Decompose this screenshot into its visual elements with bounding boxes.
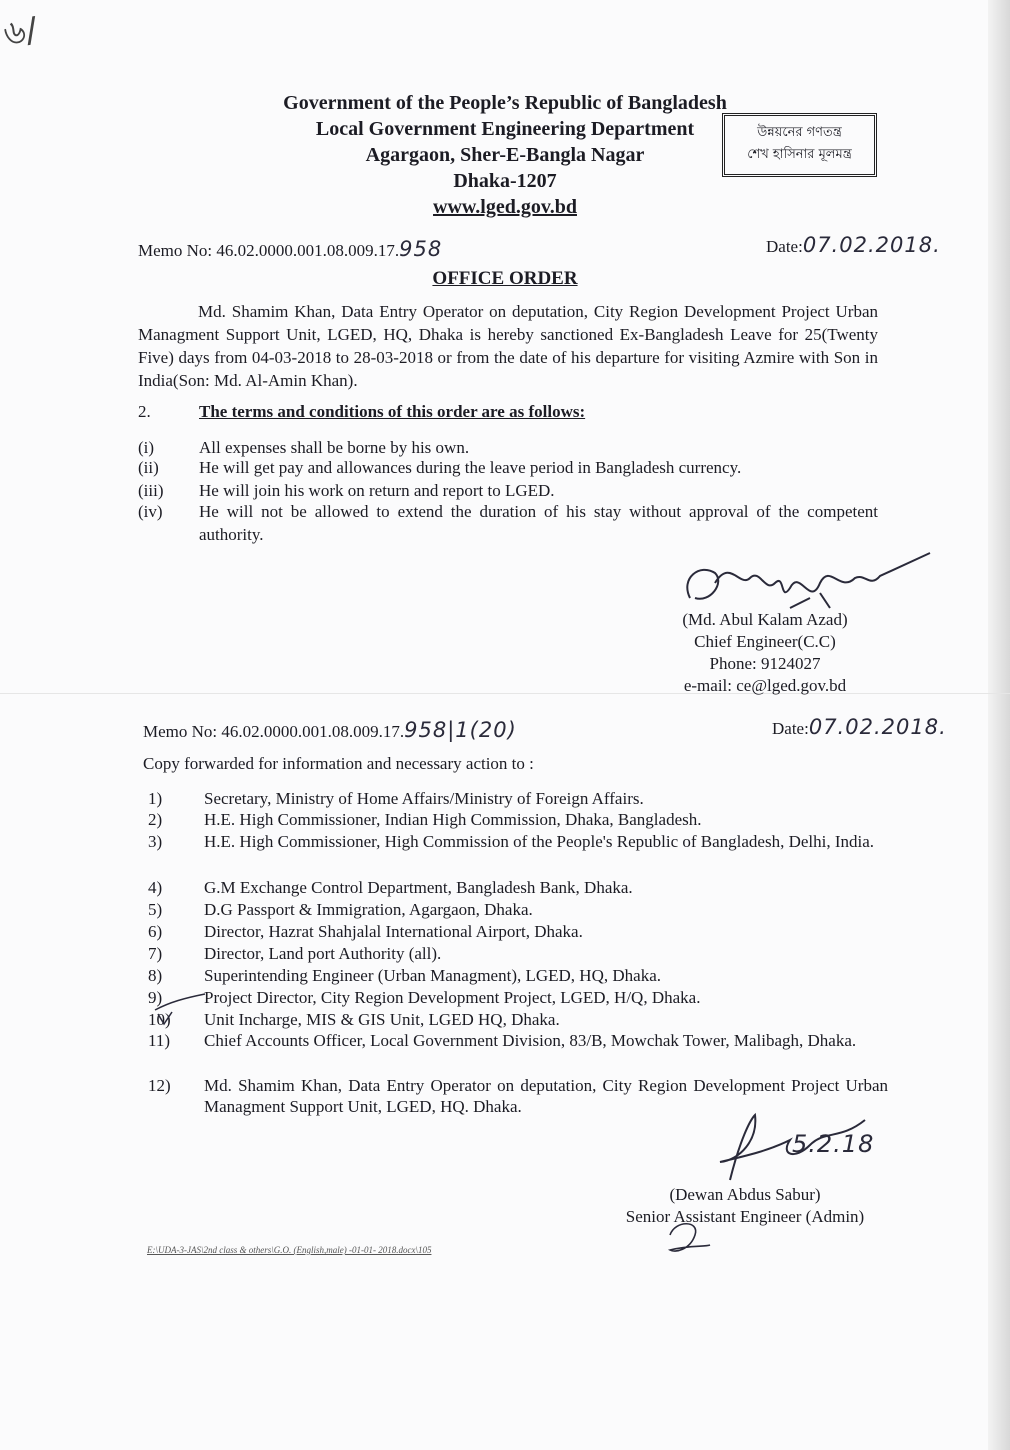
item-text: H.E. High Commissioner, High Commission of the People's Republic of Bangladesh, Delhi, India.: [204, 832, 875, 851]
signatory-phone: Phone: 9124027: [709, 654, 821, 673]
term-text: He will not be allowed to extend the duration of his stay without approval of the competent authority.: [199, 502, 878, 544]
signatory-designation: Chief Engineer(C.C): [694, 632, 836, 651]
list-item: [138, 965, 888, 986]
signatory-email: e-mail: ce@lged.gov.bd: [683, 676, 847, 695]
file-path-footer: E:\UDA-3-JAS\2nd class & others\G.O. (English,male) -01-01- 2018.docx\105: [147, 1245, 432, 1255]
list-item: [138, 877, 888, 898]
header-website-link[interactable]: www.lged.gov.bd: [433, 196, 577, 218]
term-number: (iii): [138, 481, 164, 500]
header-city: Dhaka-1207: [453, 170, 557, 192]
order-body: Md. Shamim Khan, Data Entry Operator on deputation, City Region Development Project Urban Managment Support Unit, LGED, HQ, Dhaka is hereby sanctioned Ex-Bangladesh Leave for 25(Twenty Five) days from 04-03-2018 to 28-03-2018 or from the date of his departure for visiting Azmire with Son in India(Son: Md. Al-Amin Khan).: [138, 302, 878, 390]
list-item: [138, 1030, 888, 1051]
memo-number-1: [138, 237, 442, 261]
handwritten-date: 07.02.2018.: [808, 715, 947, 739]
signatory-block-2: [600, 1184, 890, 1228]
office-order-title: OFFICE ORDER: [432, 268, 578, 289]
list-item: [138, 831, 888, 852]
date-label: Date:: [766, 237, 803, 256]
section-number: 2.: [138, 402, 151, 421]
item-text: Chief Accounts Officer, Local Government Division, 83/B, Mowchak Tower, Malibagh, Dhaka.: [204, 1031, 857, 1050]
handwritten-date: 07.02.2018.: [802, 233, 941, 257]
list-item: [138, 899, 888, 920]
item-number: 4): [148, 878, 163, 897]
list-item: [138, 788, 888, 809]
corner-page-mark: ৬/: [1, 9, 40, 55]
list-item: [138, 921, 888, 942]
signatory-name: (Md. Abul Kalam Azad): [682, 610, 848, 629]
term-item: [138, 500, 878, 546]
header-address: Agargaon, Sher-E-Bangla Nagar: [365, 144, 645, 166]
item-number: 6): [148, 922, 163, 941]
list-item: [138, 809, 888, 830]
item-number: 1): [148, 789, 163, 808]
item-number: 3): [148, 832, 163, 851]
slogan-line-1: উন্নয়নের গণতন্ত্র: [757, 125, 842, 140]
memo-label: Memo No: 46.02.0000.001.08.009.17.: [143, 722, 405, 741]
list-item: [138, 943, 888, 964]
list-item: [138, 987, 888, 1008]
item-text: D.G Passport & Immigration, Agargaon, Dhaka.: [204, 900, 533, 919]
handwritten-memo-number: 958: [399, 237, 443, 261]
item-number: 2): [148, 810, 163, 829]
item-text: H.E. High Commissioner, Indian High Commission, Dhaka, Bangladesh.: [204, 810, 702, 829]
item-text: Md. Shamim Khan, Data Entry Operator on deputation, City Region Development Project Urban Managment Support Unit, LGED, HQ. Dhaka.: [204, 1076, 888, 1116]
slogan-box: [722, 113, 877, 177]
signatory-designation: Senior Assistant Engineer (Admin): [625, 1207, 865, 1226]
memo-number-2: [143, 718, 517, 742]
term-number: (i): [138, 438, 155, 457]
section-heading: The terms and conditions of this order are as follows:: [199, 402, 586, 421]
slogan-line-2: শেখ হাসিনার মূলমন্ত্র: [747, 147, 852, 162]
item-text: G.M Exchange Control Department, Bangladesh Bank, Dhaka.: [204, 878, 633, 897]
item-text: Director, Land port Authority (all).: [204, 944, 442, 963]
header-department: Local Government Engineering Department: [315, 118, 695, 140]
memo-label: Memo No: 46.02.0000.001.08.009.17.: [138, 241, 400, 260]
list-item: [138, 1009, 888, 1030]
letterhead: [200, 90, 810, 220]
item-number: 5): [148, 900, 163, 919]
header-government: Government of the People’s Republic of Bangladesh: [283, 92, 727, 114]
item-number: 11): [148, 1031, 171, 1050]
item-number: 12): [148, 1076, 171, 1095]
memo-date-2: [772, 715, 947, 739]
item-number: 7): [148, 944, 163, 963]
term-item: [138, 479, 878, 502]
handwritten-signature-date: 5.2.18: [792, 1130, 875, 1158]
handwritten-initial-mark: [660, 1215, 720, 1260]
item-text: Superintending Engineer (Urban Managment), LGED, HQ, Dhaka.: [204, 966, 661, 985]
term-number: (iv): [138, 502, 163, 521]
term-item: [138, 456, 878, 479]
date-label: Date:: [772, 719, 809, 738]
item-text: Director, Hazrat Shahjalal International Airport, Dhaka.: [204, 922, 583, 941]
scan-edge: [988, 0, 1010, 1450]
term-text: All expenses shall be borne by his own.: [199, 438, 470, 457]
signatory-block-1: [640, 609, 890, 697]
term-text: He will get pay and allowances during the leave period in Bangladesh currency.: [199, 458, 742, 477]
item-number: 9): [148, 988, 163, 1007]
term-text: He will join his work on return and report to LGED.: [199, 481, 555, 500]
handwritten-memo-number: 958|1(20): [404, 718, 517, 742]
handwritten-tick-marks: [150, 990, 210, 1030]
copy-forwarded-intro: Copy forwarded for information and necessary action to :: [143, 754, 534, 773]
item-number: 8): [148, 966, 163, 985]
item-text: Secretary, Ministry of Home Affairs/Ministry of Foreign Affairs.: [204, 789, 644, 808]
memo-date-1: [766, 233, 941, 257]
term-number: (ii): [138, 458, 159, 477]
signatory-name: (Dewan Abdus Sabur): [669, 1185, 821, 1204]
item-number: 10): [148, 1010, 171, 1029]
item-text: Unit Incharge, MIS & GIS Unit, LGED HQ, Dhaka.: [204, 1010, 560, 1029]
item-text: Project Director, City Region Development Project, LGED, H/Q, Dhaka.: [204, 988, 701, 1007]
